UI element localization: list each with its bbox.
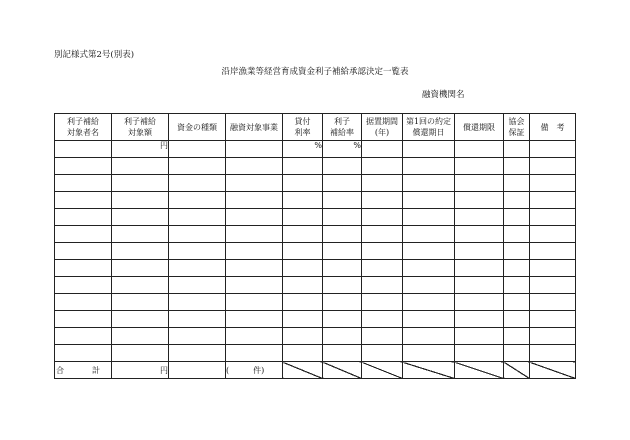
table-cell[interactable] bbox=[504, 226, 530, 243]
yen-unit: 円 bbox=[160, 141, 168, 150]
table-cell[interactable] bbox=[112, 277, 169, 294]
table-cell[interactable] bbox=[455, 158, 504, 175]
table-cell[interactable] bbox=[362, 175, 403, 192]
diagonal-slash-cell bbox=[530, 362, 576, 379]
column-header-guarantee: 協会 保証 bbox=[504, 114, 530, 141]
table-cell[interactable] bbox=[112, 141, 169, 158]
table-cell[interactable] bbox=[323, 328, 362, 345]
table-cell[interactable] bbox=[323, 243, 362, 260]
table-cell[interactable] bbox=[169, 294, 226, 311]
table-cell[interactable] bbox=[403, 345, 455, 362]
table-cell[interactable] bbox=[226, 345, 283, 362]
table-cell[interactable] bbox=[362, 294, 403, 311]
table-cell[interactable] bbox=[55, 345, 112, 362]
table-cell[interactable] bbox=[455, 175, 504, 192]
table-row bbox=[55, 260, 576, 277]
table-cell[interactable] bbox=[55, 243, 112, 260]
table-cell[interactable] bbox=[55, 260, 112, 277]
table-cell[interactable] bbox=[530, 294, 576, 311]
table-cell[interactable] bbox=[283, 175, 323, 192]
table-cell[interactable] bbox=[362, 243, 403, 260]
table-cell[interactable] bbox=[455, 277, 504, 294]
table-cell[interactable] bbox=[403, 209, 455, 226]
table-cell[interactable] bbox=[455, 311, 504, 328]
table-cell[interactable] bbox=[323, 158, 362, 175]
table-cell[interactable] bbox=[169, 158, 226, 175]
table-cell[interactable] bbox=[504, 328, 530, 345]
table-cell[interactable] bbox=[323, 260, 362, 277]
table-cell[interactable] bbox=[283, 345, 323, 362]
table-cell[interactable] bbox=[504, 192, 530, 209]
table-cell[interactable] bbox=[283, 226, 323, 243]
table-cell[interactable] bbox=[403, 175, 455, 192]
table-cell[interactable] bbox=[226, 209, 283, 226]
table-cell[interactable] bbox=[455, 345, 504, 362]
table-cell[interactable] bbox=[283, 277, 323, 294]
table-cell[interactable] bbox=[55, 175, 112, 192]
table-cell[interactable] bbox=[226, 226, 283, 243]
table-cell[interactable] bbox=[55, 209, 112, 226]
table-cell[interactable] bbox=[169, 175, 226, 192]
table-cell[interactable] bbox=[112, 192, 169, 209]
table-cell[interactable] bbox=[530, 345, 576, 362]
table-cell[interactable] bbox=[362, 345, 403, 362]
column-header-financed-business: 融資対象事業 bbox=[226, 114, 283, 141]
table-cell[interactable] bbox=[112, 294, 169, 311]
table-row bbox=[55, 345, 576, 362]
table-cell[interactable] bbox=[283, 141, 323, 158]
table-row bbox=[55, 158, 576, 175]
table-cell[interactable] bbox=[112, 209, 169, 226]
table-cell[interactable] bbox=[530, 226, 576, 243]
table-cell[interactable] bbox=[504, 294, 530, 311]
total-count-cell[interactable]: ( 件) bbox=[226, 362, 283, 379]
table-cell[interactable] bbox=[169, 209, 226, 226]
table-cell[interactable] bbox=[169, 192, 226, 209]
table-cell[interactable] bbox=[504, 243, 530, 260]
table-cell[interactable] bbox=[323, 277, 362, 294]
table-cell[interactable] bbox=[530, 260, 576, 277]
table-cell[interactable] bbox=[112, 260, 169, 277]
financial-institution-label: 融資機関名 bbox=[422, 90, 465, 100]
table-cell[interactable] bbox=[55, 158, 112, 175]
table-cell[interactable] bbox=[530, 328, 576, 345]
table-cell[interactable] bbox=[55, 311, 112, 328]
table-cell[interactable] bbox=[403, 294, 455, 311]
table-row bbox=[55, 192, 576, 209]
table-row bbox=[55, 311, 576, 328]
table-cell[interactable] bbox=[283, 209, 323, 226]
table-cell[interactable] bbox=[226, 328, 283, 345]
table-cell[interactable] bbox=[530, 209, 576, 226]
table-cell[interactable] bbox=[362, 192, 403, 209]
table-cell[interactable] bbox=[226, 175, 283, 192]
table-cell[interactable] bbox=[283, 192, 323, 209]
table-cell[interactable] bbox=[504, 175, 530, 192]
table-cell[interactable] bbox=[226, 192, 283, 209]
table-cell[interactable] bbox=[362, 277, 403, 294]
column-header-recipient: 利子補給 対象者名 bbox=[55, 114, 112, 141]
table-header-row bbox=[55, 114, 576, 141]
table-cell[interactable] bbox=[455, 209, 504, 226]
table-cell[interactable] bbox=[226, 158, 283, 175]
table-cell[interactable] bbox=[403, 328, 455, 345]
table-cell[interactable] bbox=[362, 328, 403, 345]
table-cell[interactable] bbox=[226, 260, 283, 277]
percent-unit: % bbox=[314, 141, 322, 150]
table-cell[interactable] bbox=[504, 277, 530, 294]
table-cell[interactable] bbox=[455, 141, 504, 158]
table-cell[interactable] bbox=[504, 345, 530, 362]
column-header-repayment-deadline: 償還期限 bbox=[455, 114, 504, 141]
table-cell[interactable] bbox=[530, 277, 576, 294]
table-cell[interactable] bbox=[112, 311, 169, 328]
total-label: 合 計 bbox=[55, 362, 112, 379]
table-cell[interactable] bbox=[283, 294, 323, 311]
table-cell[interactable] bbox=[226, 277, 283, 294]
table-cell[interactable] bbox=[504, 311, 530, 328]
table-cell[interactable] bbox=[323, 192, 362, 209]
table-row bbox=[55, 243, 576, 260]
form-number: 別記様式第2号(別表) bbox=[54, 50, 135, 60]
table-row bbox=[55, 328, 576, 345]
diagonal-slash-cell bbox=[504, 362, 530, 379]
column-header-first-repayment: 第1回の約定 償還期日 bbox=[403, 114, 455, 141]
table-cell[interactable] bbox=[55, 294, 112, 311]
table-cell[interactable] bbox=[169, 277, 226, 294]
table-cell[interactable] bbox=[504, 158, 530, 175]
table-cell[interactable] bbox=[226, 311, 283, 328]
table-row bbox=[55, 209, 576, 226]
column-header-subsidy-rate: 利子 補給率 bbox=[323, 114, 362, 141]
table-cell[interactable] bbox=[530, 141, 576, 158]
table-row bbox=[55, 294, 576, 311]
document-title: 沿岸漁業等経営育成資金利子補給承認決定一覧表 bbox=[221, 67, 409, 77]
table-row bbox=[55, 226, 576, 243]
table-cell[interactable] bbox=[55, 226, 112, 243]
table-cell[interactable] bbox=[169, 260, 226, 277]
table-cell[interactable] bbox=[403, 243, 455, 260]
table-cell[interactable] bbox=[169, 226, 226, 243]
table-cell[interactable] bbox=[362, 209, 403, 226]
table-cell[interactable] bbox=[530, 192, 576, 209]
table-cell[interactable] bbox=[530, 175, 576, 192]
table-cell[interactable] bbox=[283, 328, 323, 345]
table-cell[interactable] bbox=[283, 243, 323, 260]
table-cell[interactable] bbox=[112, 345, 169, 362]
table-cell[interactable] bbox=[112, 175, 169, 192]
table-cell[interactable] bbox=[323, 141, 362, 158]
table-cell[interactable] bbox=[403, 141, 455, 158]
column-header-fund-type: 資金の種類 bbox=[169, 114, 226, 141]
table-cell[interactable] bbox=[112, 328, 169, 345]
table-cell[interactable] bbox=[403, 260, 455, 277]
table-cell[interactable] bbox=[530, 311, 576, 328]
table-cell[interactable] bbox=[323, 226, 362, 243]
column-header-remarks: 備 考 bbox=[530, 114, 576, 141]
total-amount-cell[interactable]: 円 bbox=[112, 362, 169, 379]
table-cell[interactable] bbox=[169, 311, 226, 328]
table-cell[interactable] bbox=[455, 226, 504, 243]
table-cell[interactable] bbox=[323, 294, 362, 311]
table-cell[interactable] bbox=[323, 209, 362, 226]
table-cell[interactable] bbox=[323, 175, 362, 192]
table-cell[interactable] bbox=[455, 192, 504, 209]
table-cell[interactable] bbox=[504, 209, 530, 226]
table-cell[interactable] bbox=[323, 311, 362, 328]
table-cell[interactable] bbox=[403, 277, 455, 294]
column-header-subsidy-amount: 利子補給 対象額 bbox=[112, 114, 169, 141]
diagonal-slash-cell bbox=[455, 362, 504, 379]
table-cell[interactable] bbox=[504, 141, 530, 158]
table-cell[interactable] bbox=[323, 345, 362, 362]
table-cell[interactable] bbox=[362, 260, 403, 277]
subsidy-approval-table bbox=[54, 113, 576, 379]
table-cell[interactable] bbox=[283, 260, 323, 277]
percent-unit: % bbox=[353, 141, 361, 150]
table-cell[interactable] bbox=[55, 277, 112, 294]
table-cell[interactable] bbox=[112, 226, 169, 243]
table-cell[interactable] bbox=[169, 243, 226, 260]
diagonal-slash-cell bbox=[362, 362, 403, 379]
table-cell[interactable] bbox=[169, 345, 226, 362]
table-cell[interactable] bbox=[169, 362, 226, 379]
table-cell[interactable] bbox=[403, 311, 455, 328]
table-cell[interactable] bbox=[226, 243, 283, 260]
diagonal-slash-cell bbox=[323, 362, 362, 379]
table-cell[interactable] bbox=[283, 158, 323, 175]
table-cell[interactable] bbox=[226, 141, 283, 158]
table-cell[interactable] bbox=[455, 328, 504, 345]
table-cell[interactable] bbox=[403, 226, 455, 243]
table-row bbox=[55, 175, 576, 192]
table-cell[interactable] bbox=[112, 158, 169, 175]
table-cell[interactable] bbox=[530, 243, 576, 260]
table-cell[interactable] bbox=[55, 328, 112, 345]
table-cell[interactable] bbox=[362, 226, 403, 243]
table-cell[interactable] bbox=[504, 260, 530, 277]
table-row bbox=[55, 277, 576, 294]
table-row bbox=[55, 141, 576, 158]
table-cell[interactable] bbox=[362, 141, 403, 158]
table-cell[interactable] bbox=[112, 243, 169, 260]
table-cell[interactable] bbox=[362, 311, 403, 328]
table-cell[interactable] bbox=[403, 158, 455, 175]
table-cell[interactable] bbox=[403, 192, 455, 209]
table-cell[interactable] bbox=[455, 260, 504, 277]
column-header-loan-rate: 貸付 利率 bbox=[283, 114, 323, 141]
diagonal-slash-cell bbox=[403, 362, 455, 379]
table-cell[interactable] bbox=[283, 311, 323, 328]
table-cell[interactable] bbox=[55, 192, 112, 209]
table-cell[interactable] bbox=[169, 328, 226, 345]
column-header-grace-period: 据置期間 (年) bbox=[362, 114, 403, 141]
table-cell[interactable] bbox=[55, 141, 112, 158]
total-row bbox=[55, 362, 576, 379]
table-cell[interactable] bbox=[226, 294, 283, 311]
table-cell[interactable] bbox=[530, 158, 576, 175]
table-cell[interactable] bbox=[169, 141, 226, 158]
diagonal-slash-cell bbox=[283, 362, 323, 379]
table-cell[interactable] bbox=[455, 294, 504, 311]
table-cell[interactable] bbox=[362, 158, 403, 175]
table-cell[interactable] bbox=[455, 243, 504, 260]
